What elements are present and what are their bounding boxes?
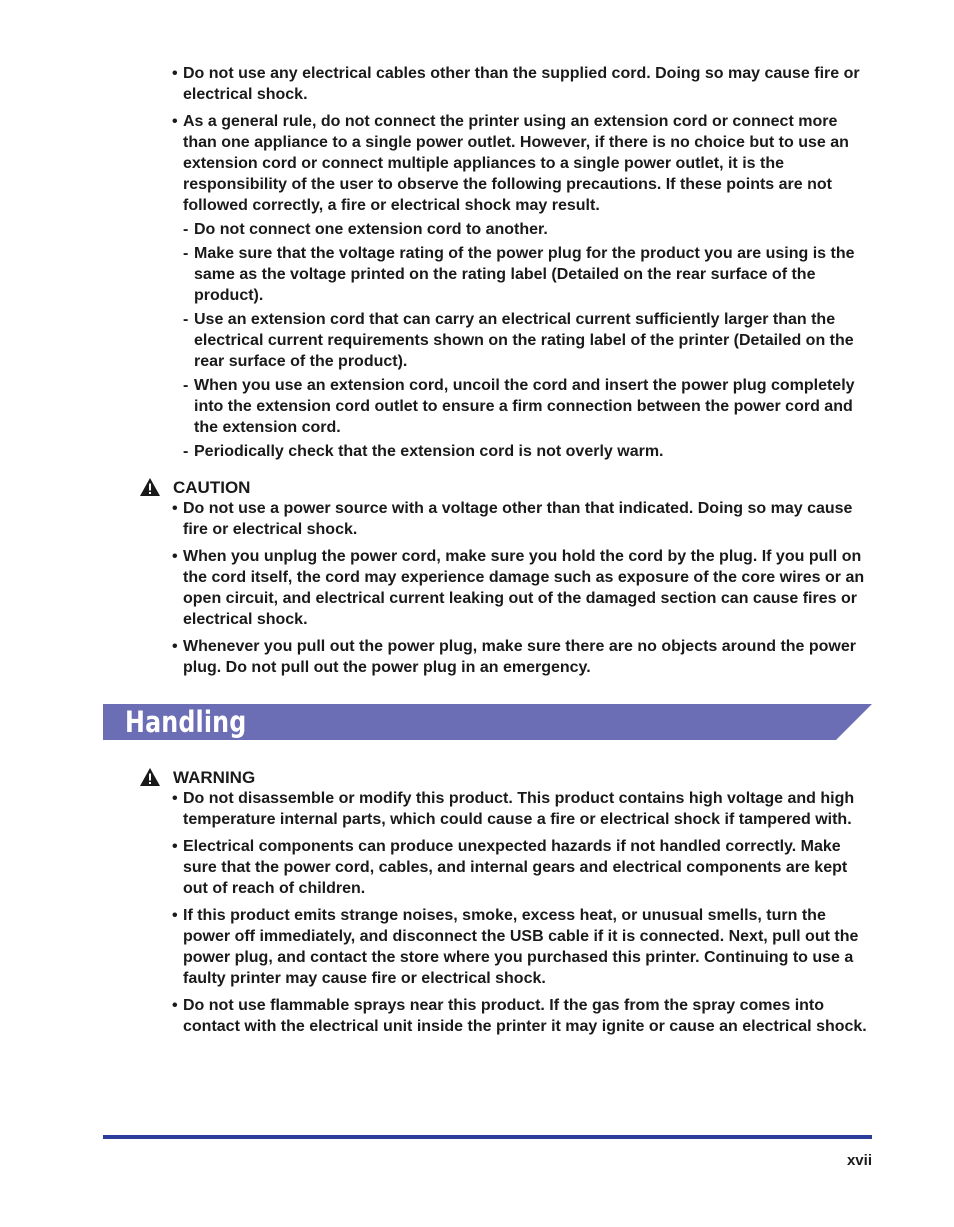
dash-marker: -: [183, 221, 189, 238]
bullet-icon: •: [172, 907, 178, 924]
section-banner: [103, 704, 872, 740]
list-item-text: Do not disassemble or modify this product. This product contains high voltage and high temperature internal parts, which could cause a fire or electrical shock if tampered with.: [183, 790, 855, 828]
list-item: [172, 546, 872, 630]
bullet-icon: •: [172, 997, 178, 1014]
warning-heading: [139, 766, 255, 788]
bullet-icon: •: [172, 548, 178, 565]
bullet-icon: •: [172, 790, 178, 807]
extension-cord-precautions: [183, 219, 872, 462]
list-item: [172, 63, 872, 105]
bullet-icon: •: [172, 500, 178, 517]
list-item-text: As a general rule, do not connect the printer using an extension cord or connect more than one appliance to a single power outlet. However, if there is no choice but to use an extension cord or connect multiple appliances to a single power outlet, it is the responsibility of the user to observe the following precautions. If these points are not followed correctly, a fire or electrical shock may result.: [183, 113, 849, 214]
list-item: [172, 498, 872, 540]
section-title: Handling: [125, 705, 247, 739]
sub-list-item: [183, 219, 872, 240]
list-item-text: Do not use flammable sprays near this product. If the gas from the spray comes into contact with the electrical unit inside the printer it may ignite or cause an electrical shock.: [183, 997, 867, 1035]
sub-list-item: [183, 441, 872, 462]
list-item-text: Whenever you pull out the power plug, make sure there are no objects around the power plug. Do not pull out the power plug in an emergency.: [183, 638, 856, 676]
warning-triangle-icon: [139, 477, 161, 497]
warning-list: [172, 788, 872, 1043]
sub-item-text: Use an extension cord that can carry an electrical current sufficiently larger than the electrical current requirements shown on the rating label of the printer (Detailed on the rear surface of the product).: [194, 311, 854, 370]
list-item-text: When you unplug the power cord, make sure you hold the cord by the plug. If you pull on the cord itself, the cord may experience damage such as exposure of the core wires or an open circuit, and electrical current leaking out of the damaged section can cause fires or electrical shock.: [183, 548, 865, 628]
list-item-text: Do not use a power source with a voltage other than that indicated. Doing so may cause fire or electrical shock.: [183, 500, 853, 538]
dash-marker: -: [183, 245, 189, 262]
list-item: [172, 995, 872, 1037]
dash-marker: -: [183, 443, 189, 460]
sub-item-text: Do not connect one extension cord to another.: [194, 221, 548, 238]
list-item-text: Electrical components can produce unexpected hazards if not handled correctly. Make sure that the power cord, cables, and internal gears and electrical components are kept out of reach of children.: [183, 838, 848, 897]
list-item: [172, 788, 872, 830]
list-item: [172, 905, 872, 989]
list-item: [172, 636, 872, 678]
caution-list: [172, 498, 872, 684]
bullet-icon: •: [172, 65, 178, 82]
footer-rule: [103, 1135, 872, 1139]
page-number: xvii: [846, 1152, 872, 1169]
sub-item-text: When you use an extension cord, uncoil the cord and insert the power plug completely into the extension cord outlet to ensure a firm connection between the power cord and the extension cord.: [194, 377, 855, 436]
bullet-icon: •: [172, 113, 178, 130]
bullet-icon: •: [172, 838, 178, 855]
list-item: [172, 836, 872, 899]
caution-title: CAUTION: [173, 477, 251, 497]
list-item-text: If this product emits strange noises, smoke, excess heat, or unusual smells, turn the power off immediately, and disconnect the USB cable if it is connected. Next, pull out the power plug, and contact the store where you purchased this printer. Continuing to use a faulty printer may cause fire or electrical shock.: [183, 907, 859, 987]
dash-marker: -: [183, 377, 189, 394]
bullet-icon: •: [172, 638, 178, 655]
sub-list-item: [183, 309, 872, 372]
list-item: [172, 111, 872, 462]
caution-heading: [139, 476, 250, 498]
sub-item-text: Periodically check that the extension cord is not overly warm.: [194, 443, 664, 460]
dash-marker: -: [183, 311, 189, 328]
sub-list-item: [183, 375, 872, 438]
warning-title: WARNING: [173, 767, 256, 787]
power-precautions-list: [172, 63, 872, 468]
sub-list-item: [183, 243, 872, 306]
list-item-text: Do not use any electrical cables other than the supplied cord. Doing so may cause fire or electrical shock.: [183, 65, 860, 103]
warning-triangle-icon: [139, 767, 161, 787]
sub-item-text: Make sure that the voltage rating of the power plug for the product you are using is the same as the voltage printed on the rating label (Detailed on the rear surface of the product).: [194, 245, 855, 304]
